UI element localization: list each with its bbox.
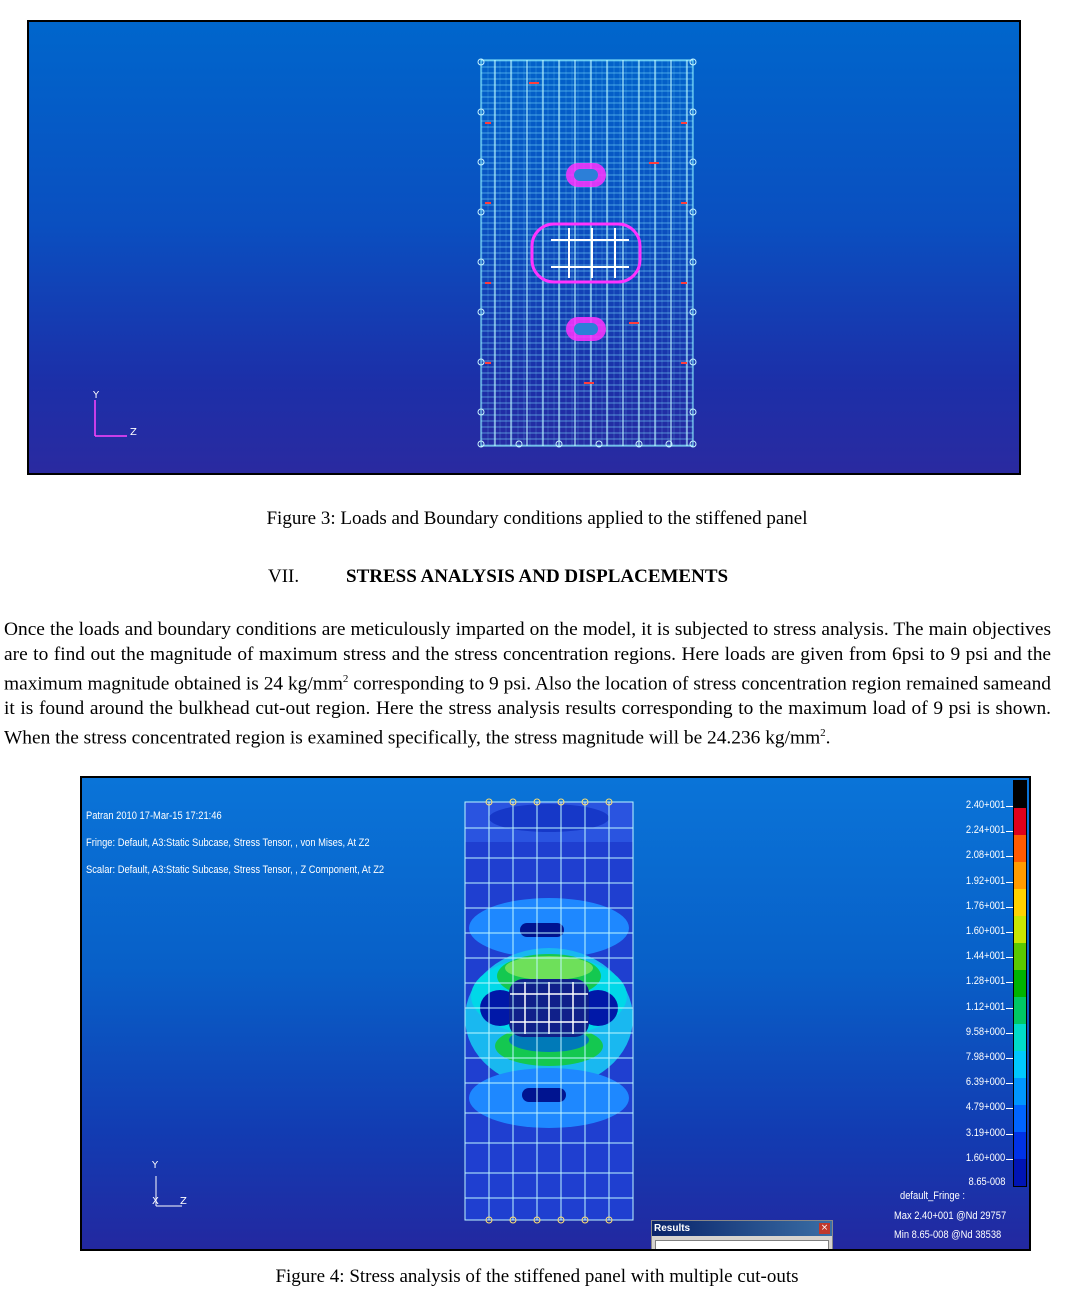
- legend-tick: [1006, 957, 1013, 958]
- legend-value: 1.28+001: [965, 975, 1005, 988]
- legend-swatch: [1014, 808, 1026, 835]
- legend-value: 4.79+000: [965, 1101, 1005, 1114]
- legend-swatch: [1014, 862, 1026, 889]
- legend-value: 2.24+001: [965, 824, 1005, 837]
- body-paragraph: [4, 617, 1051, 751]
- legend-tick: [1006, 1108, 1013, 1109]
- legend-tick: [1006, 982, 1013, 983]
- axis-z-label: Z: [130, 427, 137, 438]
- fringe-name: default_Fringe :: [900, 1190, 965, 1202]
- legend-tick: [1006, 882, 1013, 883]
- results-window-title: Results: [652, 1221, 832, 1236]
- fe-model-mesh: [29, 22, 1019, 473]
- figure-3-image: [27, 20, 1021, 475]
- scalar-description: Scalar: Default, A3:Static Subcase, Stress Tensor, , Z Component, At Z2: [86, 864, 385, 876]
- fringe-legend-colorbar: [1013, 780, 1027, 1187]
- legend-tick: [1006, 806, 1013, 807]
- superscript-2: 2: [820, 727, 826, 740]
- results-window[interactable]: [651, 1220, 833, 1251]
- figure-4-image: [80, 776, 1031, 1251]
- legend-tick: [1006, 1134, 1013, 1135]
- legend-value: 1.60+000: [965, 1151, 1005, 1164]
- legend-value: 2.08+001: [965, 849, 1005, 862]
- close-icon[interactable]: ×: [820, 1223, 829, 1233]
- legend-tick: [1006, 1058, 1013, 1059]
- legend-tick: [1006, 1159, 1013, 1160]
- legend-swatch: [1014, 943, 1026, 970]
- legend-value: 1.60+001: [965, 925, 1005, 937]
- axis-y-label: Y: [152, 1160, 159, 1171]
- section-title: STRESS ANALYSIS AND DISPLACEMENTS: [346, 566, 729, 587]
- legend-swatch: [1014, 1159, 1026, 1186]
- legend-tick: [1006, 856, 1013, 857]
- legend-value: 7.98+000: [965, 1051, 1005, 1063]
- paragraph-text-2: corresponding to 9 psi. Also the location of stress concentration region remained sameand it is found around the bulkhead cut-out region. Here the stress analysis results corresponding to the maximum load of 9 psi is shown. When the stress concentrated region is examined specifically, the stress magnitude will be 24.236 kg/mm: [4, 673, 1051, 749]
- legend-swatch: [1014, 970, 1026, 997]
- paragraph-text-3: .: [825, 727, 831, 749]
- fringe-description: Fringe: Default, A3:Static Subcase, Stress Tensor, , von Mises, At Z2: [86, 837, 370, 849]
- legend-tick: [1006, 932, 1013, 933]
- axis-x-label: X: [152, 1196, 159, 1207]
- legend-min-value: 8.65-008: [968, 1176, 1005, 1188]
- legend-tick: [1006, 1083, 1013, 1084]
- min-value-line: Min 8.65-008 @Nd 38538: [894, 1229, 1002, 1241]
- legend-value: 9.58+000: [965, 1025, 1005, 1038]
- legend-swatch: [1014, 1024, 1026, 1051]
- superscript-1: 2: [342, 673, 349, 685]
- results-panel: [655, 1240, 829, 1250]
- legend-swatch: [1014, 1105, 1026, 1132]
- legend-value: 1.12+001: [965, 1000, 1005, 1013]
- figure-4-caption: Figure 4: Stress analysis of the stiffened panel with multiple cut-outs: [275, 1266, 799, 1287]
- legend-swatch: [1014, 997, 1026, 1024]
- legend-value: 6.39+000: [965, 1076, 1005, 1089]
- axis-y-label: Y: [93, 390, 100, 401]
- legend-swatch: [1014, 1051, 1026, 1078]
- legend-tick: [1006, 1033, 1013, 1034]
- stress-contour-plot: [82, 778, 1029, 1249]
- legend-tick: [1006, 907, 1013, 908]
- legend-value: 1.76+001: [965, 899, 1005, 912]
- legend-swatch: [1014, 889, 1026, 916]
- legend-swatch: [1014, 916, 1026, 943]
- legend-value: 1.44+001: [965, 950, 1005, 963]
- legend-tick: [1006, 1008, 1013, 1009]
- section-number: VII.: [268, 566, 300, 587]
- legend-swatch: [1014, 1078, 1026, 1105]
- paragraph-text-1: Once the loads and boundary conditions are meticulously imparted on the model, it is subjected to stress analysis. The main objectives are to find out the magnitude of maximum stress and the stress concentration regions. Here loads are given from 6psi to 9 psi and the maximum magnitude obtained is 24 kg/mm: [4, 619, 1051, 695]
- axis-z-label: Z: [180, 1196, 187, 1207]
- legend-value: 1.92+001: [965, 874, 1005, 887]
- legend-swatch: [1014, 835, 1026, 862]
- legend-tick: [1006, 831, 1013, 832]
- legend-swatch: [1014, 1132, 1026, 1159]
- patran-timestamp: Patran 2010 17-Mar-15 17:21:46: [86, 810, 222, 822]
- max-value-line: Max 2.40+001 @Nd 29757: [894, 1210, 1007, 1222]
- legend-value: 2.40+001: [965, 799, 1005, 811]
- legend-swatch: [1014, 781, 1026, 808]
- legend-value: 3.19+000: [965, 1126, 1005, 1139]
- figure-3-caption: Figure 3: Loads and Boundary conditions applied to the stiffened panel: [266, 508, 808, 529]
